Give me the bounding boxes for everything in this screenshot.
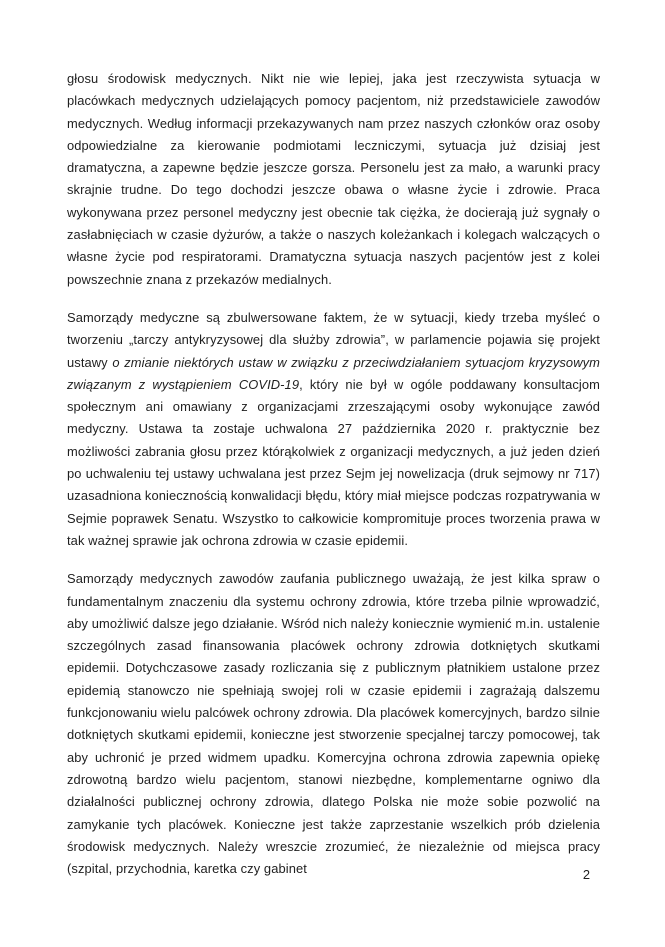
paragraph-2 xyxy=(67,307,600,552)
paragraph-3: Samorządy medycznych zawodów zaufania publicznego uważają, że jest kilka spraw o fundamentalnym znaczeniu dla systemu ochrony zdrowia, które trzeba pilnie wprowadzić, aby umożliwić dalsze jego działanie. Wśród nich należy koniecznie wymienić m.in. ustalenie szczególnych zasad finansowania placówek ochrony zdrowia dotkniętych skutkami epidemii. Dotychczasowe zasady rozliczania się z publicznym płatnikiem ustalone przez epidemią stanowczo nie spełniają swojej roli w czasie epidemii i zagrażają dalszemu funkcjonowaniu wielu palcówek ochrony zdrowia. Dla placówek komercyjnych, bardzo silnie dotkniętych skutkami epidemii, konieczne jest stworzenie specjalnej tarczy pomocowej, tak aby uchronić je przed widmem upadku. Komercyjna ochrona zdrowia zapewnia opiekę zdrowotną bardzo wielu pacjentom, stanowi niezbędne, komplementarne ogniwo dla działalności publicznej ochrony zdrowia, dlatego Polska nie może sobie pozwolić na zamykanie tych placówek. Konieczne jest także zaprzestanie wszelkich prób dzielenia środowisk medycznych. Należy wreszcie zrozumieć, że niezależnie od miejsca pracy (szpital, przychodnia, karetka czy gabinet xyxy=(67,571,600,877)
paragraph-2-statute-title-italic: o zmianie niektórych ustaw w związku z przeciwdziałaniem sytuacjom kryzysowym związanym z wystąpieniem COVID-19 xyxy=(67,354,600,392)
paragraph-2-text-after: , który nie był w ogóle poddawany konsultacjom społecznym ani omawiany z organizacjami zrzeszającymi osoby wykonujące zawód medyczny. Ustawa ta zostaje uchwalona 27 października 2020 r. praktycznie bez możliwości zabrania głosu przez którąkolwiek z organizacji medycznych, a już jeden dzień po uchwaleniu tej ustawy uchwalana jest przez Sejm jej nowelizacja (druk sejmowy nr 717) uzasadniona koniecznością konwalidacji błędu, który miał miejsce podczas rozpatrywania w Sejmie poprawek Senatu. Wszystko to całkowicie kompromituje proces tworzenia prawa w tak ważnej sprawie jak ochrona zdrowia w czasie epidemii. xyxy=(67,376,600,548)
document-body xyxy=(67,68,600,880)
paragraph-1: głosu środowisk medycznych. Nikt nie wie lepiej, jaka jest rzeczywista sytuacja w placówkach medycznych udzielających pomocy pacjentom, niż przedstawiciele zawodów medycznych. Według informacji przekazywanych nam przez naszych członków oraz osoby odpowiedzialne za kierowanie podmiotami leczniczymi, sytuacja już dzisiaj jest dramatyczna, a zapewne będzie jeszcze gorsza. Personelu jest za mało, a warunki pracy skrajnie trudne. Do tego dochodzi jeszcze obawa o własne życie i zdrowie. Praca wykonywana przez personel medyczny jest obecnie tak ciężka, że docierają już sygnały o zasłabnięciach w czasie dyżurów, a także o naszych koleżankach i kolegach walczących o własne życie pod respiratorami. Dramatyczna sytuacja naszych pacjentów jest z kolei powszechnie znana z przekazów medialnych. xyxy=(67,71,600,287)
page-number: 2 xyxy=(582,867,590,882)
paragraph-2-text-before: Samorządy medyczne są zbulwersowane faktem, że w sytuacji, kiedy trzeba myśleć o tworzeniu „tarczy antykryzysowej dla służby zdrowia”, w parlamencie pojawia się projekt ustawy xyxy=(67,309,600,370)
